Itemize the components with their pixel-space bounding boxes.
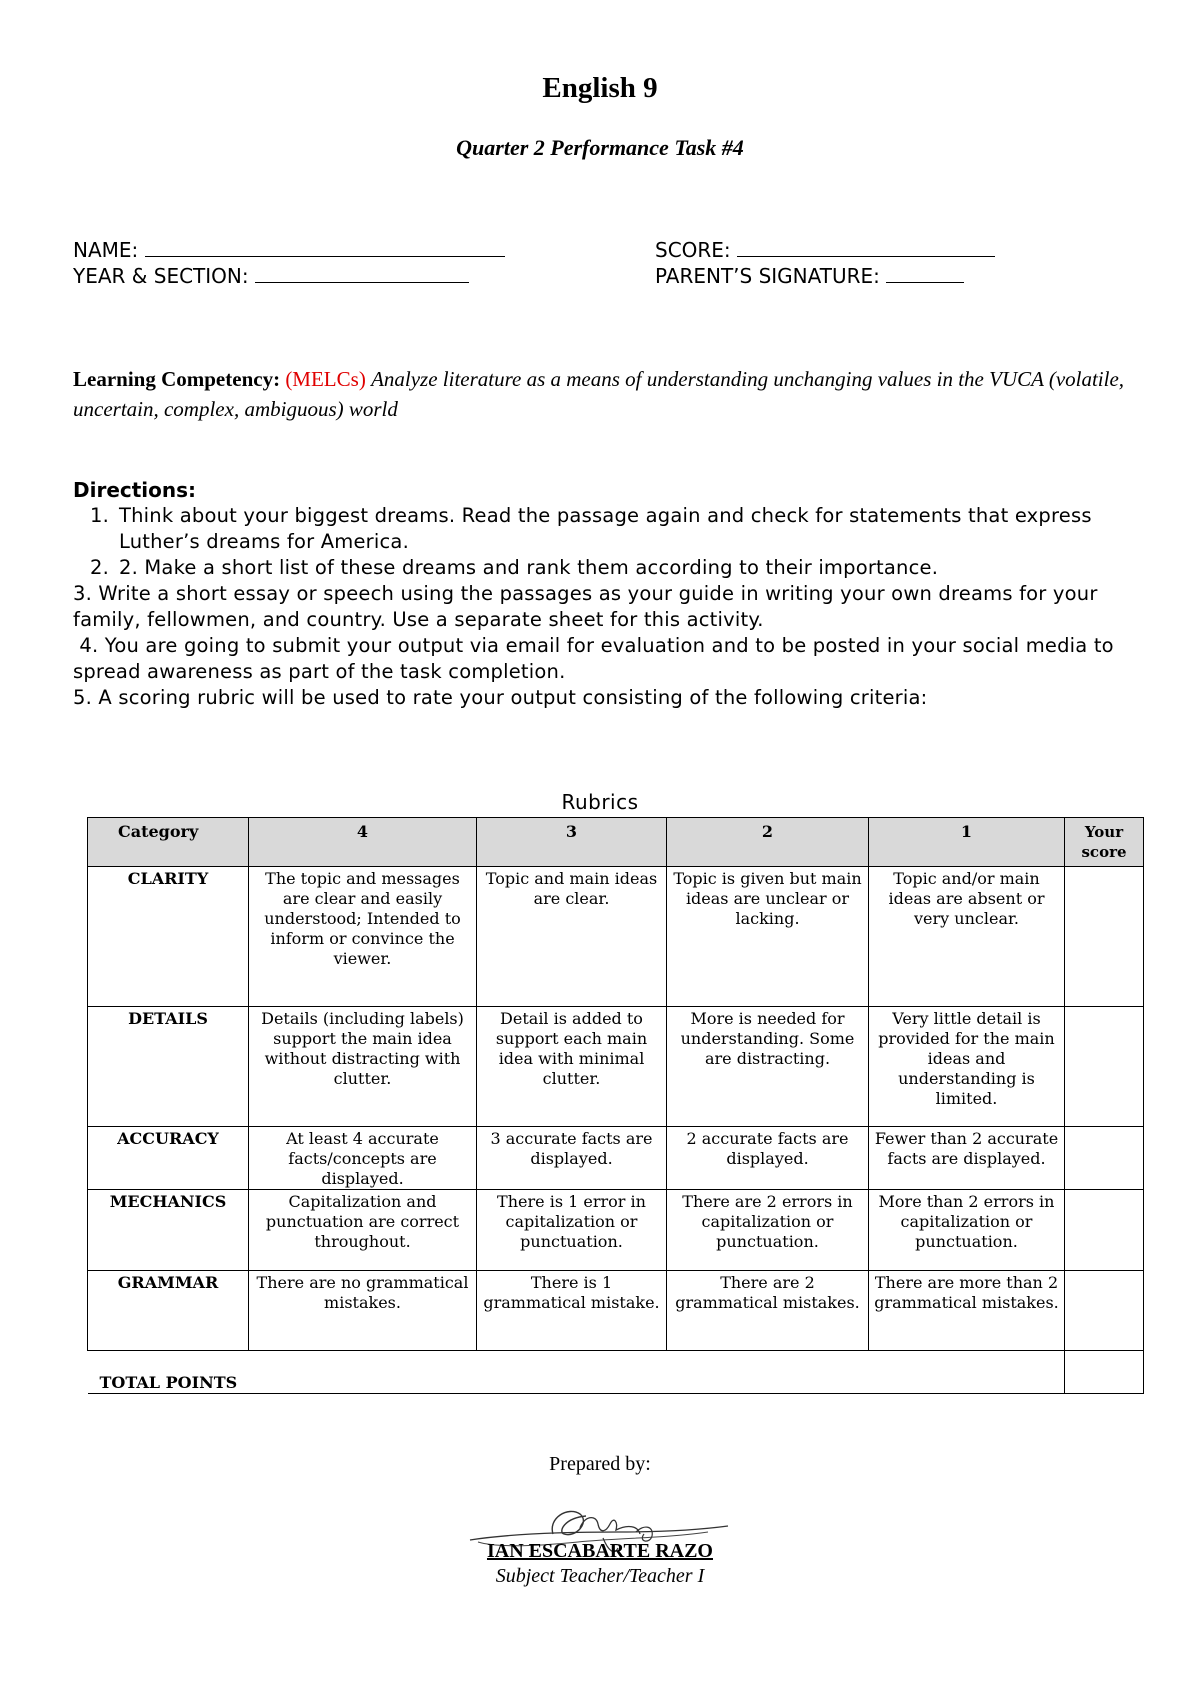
header-score-3: 3 xyxy=(477,818,667,867)
rubric-cell: Topic and/or main ideas are absent or very unclear. xyxy=(869,867,1065,1007)
header-category: Category xyxy=(88,818,249,867)
header-your-score: Your score xyxy=(1065,818,1144,867)
rubric-row-total xyxy=(88,1351,1144,1394)
direction-number: 2. xyxy=(89,556,109,579)
rubric-cell: There is 1 error in capitalization or punctuation. xyxy=(477,1190,667,1271)
rubric-table xyxy=(87,817,1144,1394)
rubric-row-mechanics xyxy=(88,1190,1144,1271)
rubric-cell: There are 2 errors in capitalization or punctuation. xyxy=(667,1190,869,1271)
rubric-cell: 3 accurate facts are displayed. xyxy=(477,1127,667,1190)
rubric-row-clarity xyxy=(88,867,1144,1007)
rubric-category: CLARITY xyxy=(88,867,249,1007)
rubric-category: GRAMMAR xyxy=(88,1271,249,1351)
total-score-cell xyxy=(1065,1351,1144,1394)
your-score-cell xyxy=(1065,1007,1144,1127)
teacher-name: IAN ESCABARTE RAZO xyxy=(486,1540,713,1562)
rubric-row-grammar xyxy=(88,1271,1144,1351)
name-blank xyxy=(145,238,505,257)
rubric-cell: Topic and main ideas are clear. xyxy=(477,867,667,1007)
direction-item xyxy=(73,503,1133,555)
total-points-label: TOTAL POINTS xyxy=(88,1351,1065,1394)
directions-heading: Directions: xyxy=(73,478,197,502)
score-label: SCORE: xyxy=(655,238,731,262)
rubric-cell: More is needed for understanding. Some are distracting. xyxy=(667,1007,869,1127)
document-title: English 9 xyxy=(542,72,658,104)
name-field xyxy=(73,238,505,262)
header-score-1: 1 xyxy=(869,818,1065,867)
rubric-cell: Very little detail is provided for the main ideas and understanding is limited. xyxy=(869,1007,1065,1127)
direction-item xyxy=(73,555,1133,581)
rubric-cell: 2 accurate facts are displayed. xyxy=(667,1127,869,1190)
name-label: NAME: xyxy=(73,238,139,262)
direction-text: Think about your biggest dreams. Read the passage again and check for statements that express Luther’s dreams for America. xyxy=(119,504,1092,553)
score-blank xyxy=(737,238,995,257)
rubric-row-details xyxy=(88,1007,1144,1127)
rubric-cell: There is 1 grammatical mistake. xyxy=(477,1271,667,1351)
rubric-cell: Topic is given but main ideas are unclear or lacking. xyxy=(667,867,869,1007)
competency-text: Analyze literature as a means of understanding unchanging values in the VUCA (volatile, uncertain, complex, ambiguous) world xyxy=(73,367,1125,421)
score-field xyxy=(655,238,995,262)
direction-item: 3. Write a short essay or speech using the passages as your guide in writing your own dreams for your family, fellowmen, and country. Use a separate sheet for this activity. xyxy=(73,582,1098,631)
year-section-blank xyxy=(255,264,469,283)
rubric-category: DETAILS xyxy=(88,1007,249,1127)
direction-text: 2. Make a short list of these dreams and rank them according to their importance. xyxy=(119,556,939,579)
rubric-header-row xyxy=(88,818,1144,867)
your-score-cell xyxy=(1065,867,1144,1007)
your-score-cell xyxy=(1065,1271,1144,1351)
header-score-4: 4 xyxy=(249,818,477,867)
rubric-cell: At least 4 accurate facts/concepts are displayed. xyxy=(249,1127,477,1190)
parent-signature-blank xyxy=(886,264,964,283)
rubric-cell: Fewer than 2 accurate facts are displayed. xyxy=(869,1127,1065,1190)
rubric-cell: The topic and messages are clear and easily understood; Intended to inform or convince the viewer. xyxy=(249,867,477,1007)
parent-signature-field xyxy=(655,264,964,288)
rubric-cell: More than 2 errors in capitalization or punctuation. xyxy=(869,1190,1065,1271)
header-score-2: 2 xyxy=(667,818,869,867)
direction-item: 4. You are going to submit your output via email for evaluation and to be posted in your social media to spread awareness as part of the task completion. xyxy=(73,634,1121,683)
document-subtitle: Quarter 2 Performance Task #4 xyxy=(456,135,744,160)
year-section-label: YEAR & SECTION: xyxy=(73,264,249,288)
rubric-cell: There are no grammatical mistakes. xyxy=(249,1271,477,1351)
rubric-cell: There are 2 grammatical mistakes. xyxy=(667,1271,869,1351)
rubric-category: ACCURACY xyxy=(88,1127,249,1190)
rubric-title: Rubrics xyxy=(561,790,639,814)
directions-list xyxy=(73,503,1133,711)
your-score-cell xyxy=(1065,1190,1144,1271)
parent-signature-label: PARENT’S SIGNATURE: xyxy=(655,264,880,288)
rubric-row-accuracy xyxy=(88,1127,1144,1190)
direction-item: 5. A scoring rubric will be used to rate your output consisting of the following criteria: xyxy=(73,686,928,709)
rubric-cell: There are more than 2 grammatical mistakes. xyxy=(869,1271,1065,1351)
teacher-role: Subject Teacher/Teacher I xyxy=(495,1565,705,1587)
learning-competency xyxy=(73,364,1143,424)
competency-label: Learning Competency: xyxy=(73,367,281,391)
your-score-cell xyxy=(1065,1127,1144,1190)
year-section-field xyxy=(73,264,469,288)
prepared-by: Prepared by: xyxy=(549,1453,651,1475)
direction-number: 1. xyxy=(89,504,109,527)
rubric-cell: Detail is added to support each main idea with minimal clutter. xyxy=(477,1007,667,1127)
melc-tag: (MELCs) xyxy=(285,367,366,391)
rubric-category: MECHANICS xyxy=(88,1190,249,1271)
rubric-cell: Capitalization and punctuation are correct throughout. xyxy=(249,1190,477,1271)
rubric-cell: Details (including labels) support the main idea without distracting with clutter. xyxy=(249,1007,477,1127)
